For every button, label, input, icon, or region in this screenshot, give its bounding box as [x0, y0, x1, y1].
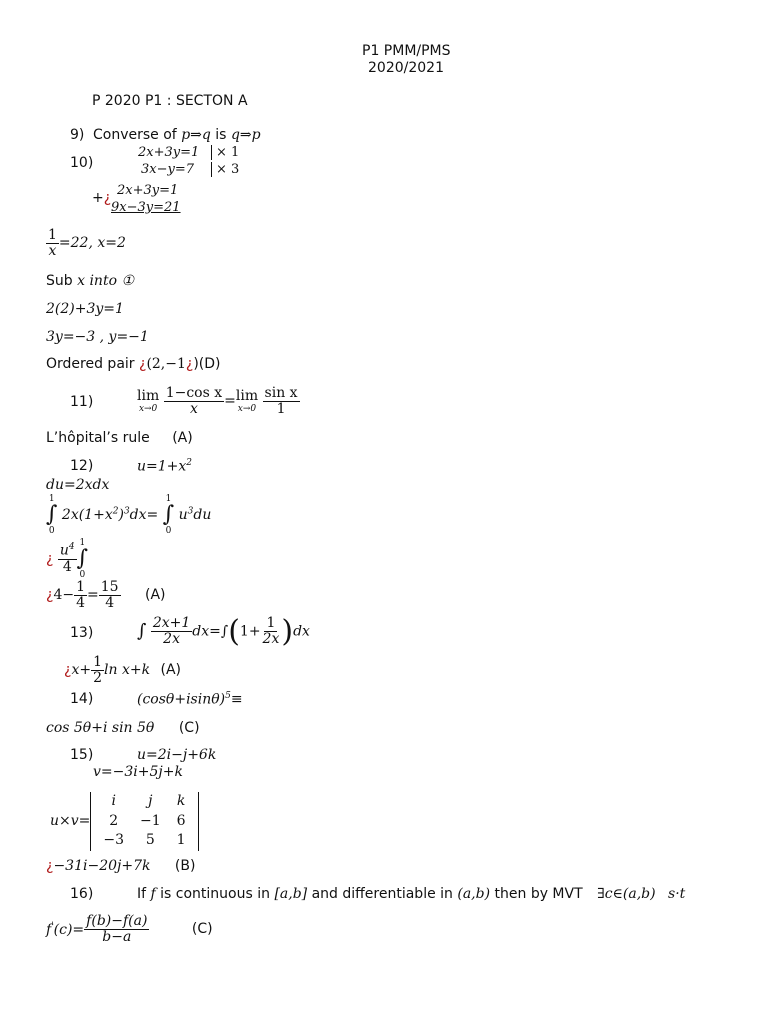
q12-integral-substitution: 1 ∫ 0 $2x(1+x^2)^3dx=$ 1 ∫ 0 $u^3du$	[46, 494, 212, 536]
q12-number: 12)	[70, 458, 94, 474]
q15-number: 15)	[70, 747, 94, 763]
q10-line-b: 3y=−3 , y=−1	[46, 329, 149, 345]
q12-u-definition: $u=1+x^2$	[137, 458, 193, 475]
q10-ordered-pair: Ordered pair ¿(2,−1¿)(D)	[46, 356, 221, 372]
q10-line-a: 2(2)+3y=1	[46, 301, 124, 317]
q13-result: ¿x+ $\frac{1}{2}$ ln x+k (A)	[64, 654, 182, 686]
q11-rule: L’hôpital’s rule (A)	[46, 430, 193, 446]
q12-result: ¿4− $\frac{1}{4}$ = $\frac{15}{4}$ (A)	[46, 579, 166, 611]
q10-plus-sign: +¿	[92, 190, 112, 206]
q14-expression: $(\cos\theta+isin\theta)^5\equiv$	[137, 691, 243, 708]
q12-du: du=2xdx	[46, 477, 110, 493]
section-title: P 2020 P1 : SECTON A	[92, 93, 248, 109]
q9-statement: Converse of p⇒q is q⇒p	[93, 127, 261, 143]
q10-equation-1: 2x+3y=1	[138, 145, 200, 160]
q11-limit-expression: lim x→0 $\frac{\text{1−cos x}}{x}$ = lim x→0 $\frac{\text{sin x}}{1}$	[137, 385, 298, 417]
header-line-2: 2020/2021	[368, 60, 444, 76]
q15-u-definition: u=2i−j+6k	[137, 747, 217, 763]
q9-number: 9)	[70, 127, 85, 143]
q14-number: 14)	[70, 691, 94, 707]
q10-number: 10)	[70, 155, 94, 171]
q10-result-x: $\frac{1}{x}$ =22, x=2	[48, 227, 126, 259]
q16-number: 16)	[70, 886, 94, 902]
header-line-1: P1 PMM/PMS	[362, 43, 451, 59]
q10-substitute: Sub x into ①	[46, 273, 135, 289]
q10-equation-2: 3x−y=7	[141, 162, 195, 177]
q14-result: cos 5θ+i sin 5θ (C)	[46, 720, 200, 736]
q11-number: 11)	[70, 394, 94, 410]
q13-integral: ∫ $\frac{2x+1}{2x}$ dx=∫(1+ $\frac{1}{2x}$ )dx	[137, 614, 310, 649]
q15-result: ¿−31i−20j+7k (B)	[46, 858, 196, 874]
q16-statement: If f is continuous in [a,b] and differentiable in (a,b) then by MVT ∃c∈(a,b) s·t	[137, 886, 686, 902]
q16-mvt-formula: f'(c)= $\frac{f(b)-f(a)}{b-a}$ (C)	[46, 913, 213, 945]
q15-cross-product: u×v= i j k 2 −1 6 −3 5 1	[50, 792, 199, 851]
q13-number: 13)	[70, 625, 94, 641]
q10-multiplier-1: × 1	[211, 145, 239, 160]
q15-v-definition: v=−3i+5j+k	[93, 764, 183, 780]
q10-multiplier-2: × 3	[211, 162, 239, 177]
q10-equation-3: 2x+3y=1	[117, 183, 179, 198]
q12-antiderivative: ¿ $\frac{u^4}{4}$ 1 ∫ 0	[46, 538, 89, 580]
q15-determinant: i j k 2 −1 6 −3 5 1	[90, 792, 198, 851]
q10-equation-4: 9x−3y=21	[111, 200, 181, 215]
